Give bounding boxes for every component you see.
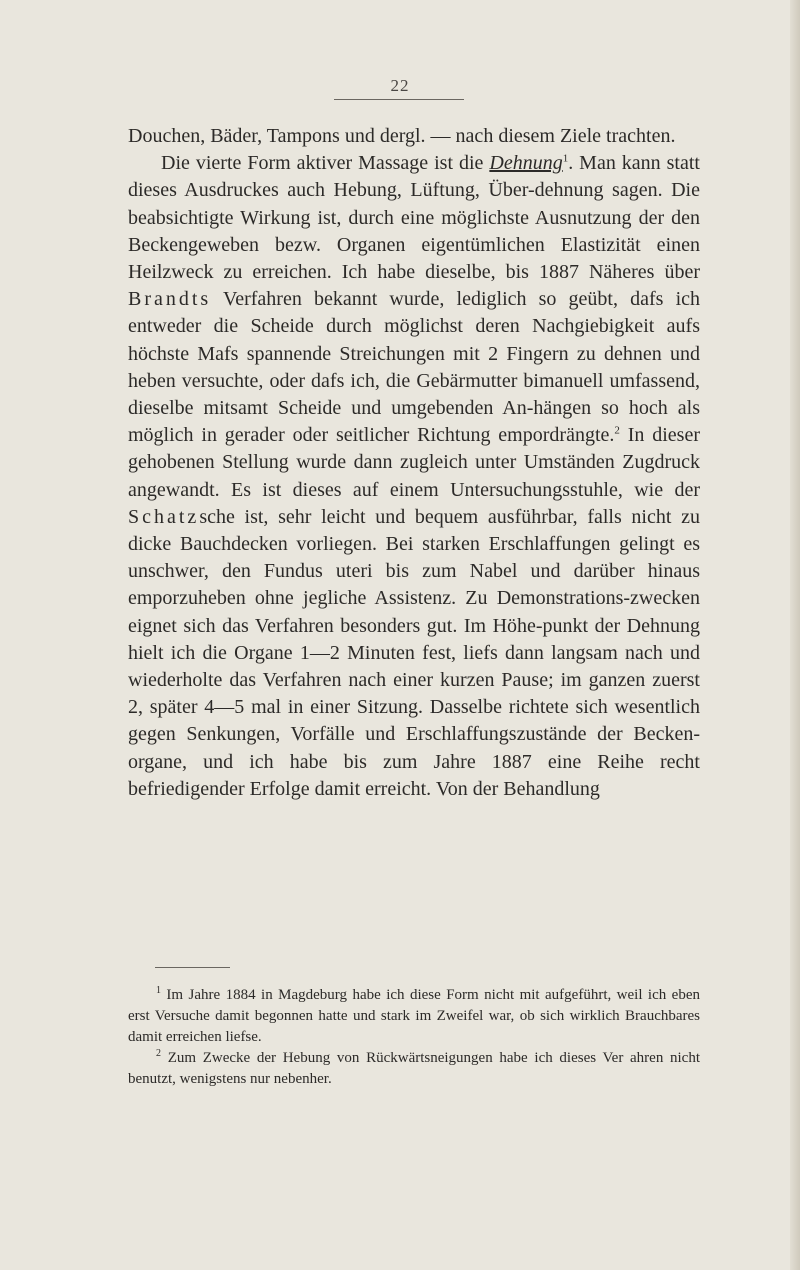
paragraph-2 [128,150,700,803]
footnote-2 [128,1048,700,1090]
footnote-1-mark: 1 [156,985,161,996]
p2-intro: Die vierte Form aktiver Massage ist die [161,152,490,175]
footnote-ref-2: 2 [614,424,620,437]
body-text [128,123,700,803]
header-rule [334,99,464,100]
page-edge [790,0,800,1270]
footnote-rule [155,967,230,968]
p2-part1: . Man kann statt dieses Ausdruckes auch Hebung, Lüftung, Über-dehnung sagen. Die beabsichtigte Wirkung ist, durch eine möglichste Ausnutzung der den Beckengeweben bezw. Organen eigentümlichen Elastizität einen Heilzweck zu erreichen. Ich habe dieselbe, bis 1887 Näheres über [128,152,700,284]
p2-part2: Verfahren bekannt wurde, lediglich so geübt, dafs ich entweder die Scheide durch möglichst deren Nachgiebigkeit aufs höchste Mafs spannende Streichungen mit 2 Fingern zu dehnen und heben versuchte, oder dafs ich, die Gebärmutter bimanuell umfassend, dieselbe mitsamt Scheide und umgebenden An-hängen so hoch als möglich in gerader oder seitlicher Richtung empordrängte. [128,288,700,447]
name-brandt: Brandts [128,288,212,311]
footnote-2-text: Zum Zwecke der Hebung von Rückwärtsneigungen habe ich dieses Ver ahren nicht benutzt, wenigstens nur nebenher. [128,1050,700,1087]
footnote-1-text: Im Jahre 1884 in Magdeburg habe ich diese Form nicht mit aufgeführt, weil ich eben erst Versuche damit begonnen hatte und stark im Zweifel war, ob sich wirklich Brauchbares damit erreichen liefse. [128,987,700,1045]
term-dehnung: Dehnung [489,152,563,175]
footnote-2-mark: 2 [156,1048,161,1059]
footnote-1 [128,985,700,1048]
p2-part3: In dieser gehobenen Stellung wurde dann zugleich unter Umständen Zugdruck angewandt. Es ist dieses auf einem Untersuchungsstuhle, wie der [128,424,700,501]
name-schatz: Schatz [128,505,200,528]
page-number: 22 [390,76,410,95]
footnotes [128,985,700,1090]
footnote-ref-1: 1 [562,152,569,165]
p2-part4: sche ist, sehr leicht und bequem ausführbar, falls nicht zu dicke Bauchdecken vorliegen. Bei starken Erschlaffungen gelingt es unschwer, den Fundus uteri bis zum Nabel und darüber hinaus emporzuheben ohne jegliche Assistenz. Zu Demonstrations-zwecken eignet sich das Verfahren besonders gut. Im Höhe-punkt der Dehnung hielt ich die Organe 1—2 Minuten fest, liefs dann langsam nach und wiederholte das Verfahren nach einer kurzen Pause; im ganzen zuerst 2, später 4—5 mal in einer Sitzung. Dasselbe richtete sich wesentlich gegen Senkungen, Vorfälle und Erschlaffungszustände der Becken-organe, und ich habe bis zum Jahre 1887 eine Reihe recht befriedigender Erfolge damit erreicht. Von der Behandlung [128,505,700,800]
paragraph-1: Douchen, Bäder, Tampons und dergl. — nach diesem Ziele trachten. [128,125,676,147]
